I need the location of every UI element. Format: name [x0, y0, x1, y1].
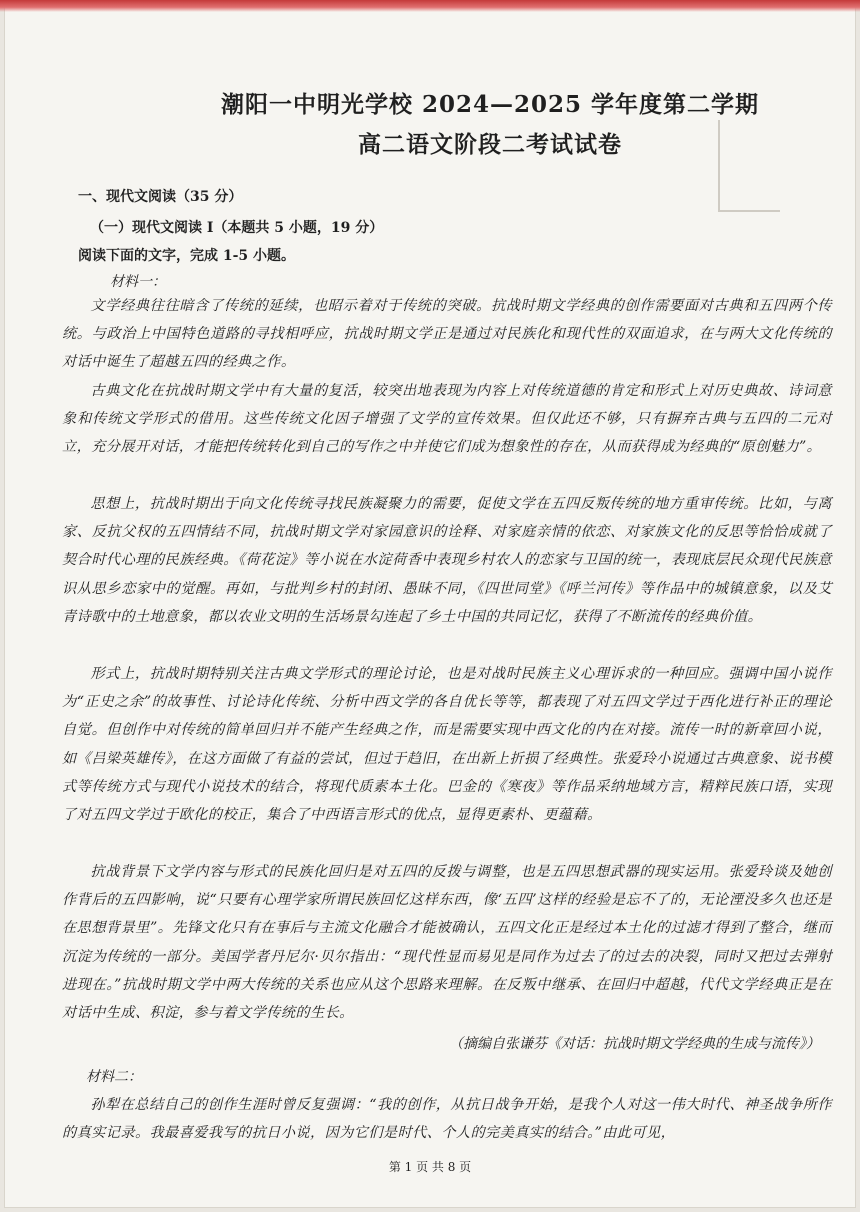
material1-paragraph-1: 文学经典往往暗含了传统的延续，也昭示着对于传统的突破。抗战时期文学经典的创作需要面对古典和五四两个传统。与政治上中国特色道路的寻找相呼应，抗战时期文学正是通过对民族化和现代性的双面追求，在与两大文化传统的对话中诞生了超越五四的经典之作。 [62, 298, 832, 371]
material1-paragraph-5: 抗战背景下文学内容与形式的民族化回归是对五四的反拨与调整，也是五四思想武器的现实运用。张爱玲谈及她创作背后的五四影响，说“只要有心理学家所谓民族回忆这样东西，像‘五四’这样的经验是忘不了的，无论湮没多久也还是在思想背景里”。先锋文化只有在事后与主流文化融合才能被确认，五四文化正是经过本土化的过滤才得到了整合，继而沉淀为传统的一部分。美国学者丹尼尔·贝尔指出：“现代性显而易见是同作为过去了的过去的决裂，同时又把过去弹射进现在。”抗战时期文学中两大传统的关系也应从这个思路来理解。在反叛中继承、在回归中超越，代代文学经典正是在对话中生成、积淀，参与着文学传统的生长。 [62, 864, 832, 1022]
material1-source: （摘编自张谦芬《对话：抗战时期文学经典的生成与流传》） [449, 1036, 820, 1052]
paper-fold-mark [718, 210, 780, 212]
material2-label: 材料二： [86, 1069, 142, 1085]
section-heading: 一、现代文阅读（35 分） [78, 189, 243, 205]
section-subheading: （一）现代文阅读 I（本题共 5 小题，19 分） [90, 220, 384, 236]
material1-paragraph-3: 思想上，抗战时期出于向文化传统寻找民族凝聚力的需要，促使文学在五四反叛传统的地方重审传统。比如，与离家、反抗父权的五四情结不同，抗战时期文学对家园意识的诠释、对家庭亲情的依恋、对家族文化的反思等恰恰成就了契合时代心理的民族经典。《荷花淀》等小说在水淀荷香中表现乡村农人的恋家与卫国的统一，表现底层民众现代民族意识从思乡恋家中的觉醒。再如，与批判乡村的封闭、愚昧不同，《四世同堂》《呼兰河传》等作品中的城镇意象，以及艾青诗歌中的土地意象，都以农业文明的生活场景勾连起了乡土中国的共同记忆，获得了不断流传的经典价值。 [62, 496, 832, 625]
exam-title-line1: 潮阳一中明光学校 2024—2025 学年度第二学期 [220, 91, 760, 118]
material1-paragraph-2: 古典文化在抗战时期文学中有大量的复活，较突出地表现为内容上对传统道德的肯定和形式上对历史典故、诗词意象和传统文学形式的借用。这些传统文化因子增强了文学的宣传效果。但仅此还不够，只有摒弃古典与五四的二元对立，充分展开对话，才能把传统转化到自己的写作之中并使它们成为想象性的存在，从而获得成为经典的“原创魅力”。 [62, 383, 832, 456]
page-number: 第 1 页 共 8 页 [388, 1160, 472, 1174]
material2-paragraph: 孙犁在总结自己的创作生涯时曾反复强调：“我的创作，从抗日战争开始，是我个人对这一伟大时代、神圣战争所作的真实记录。我最喜爱我写的抗日小说，因为它们是时代、个人的完美真实的结合。”由此可见， [62, 1097, 832, 1142]
material1-paragraph-4: 形式上，抗战时期特别关注古典文学形式的理论讨论，也是对战时民族主义心理诉求的一种回应。强调中国小说作为“正史之余”的故事性、讨论诗化传统、分析中西文学的各自优长等等，都表现了对五四文学过于西化进行补正的理论自觉。但创作中对传统的简单回归并不能产生经典之作，而是需要实现中西文化的内在对接。流传一时的新章回小说，如《吕梁英雄传》，在这方面做了有益的尝试，但过于趋旧，在出新上折损了经典性。张爱玲小说通过古典意象、说书模式等传统方式与现代小说技术的结合，将现代质素本土化。巴金的《寒夜》等作品采纳地域方言，精粹民族口语，实现了对五四文学过于欧化的校正，集合了中西语言形式的优点，显得更素朴、更蕴藉。 [62, 666, 832, 824]
reading-instruction: 阅读下面的文字，完成 1-5 小题。 [78, 248, 296, 264]
material1-label: 材料一： [110, 274, 166, 290]
red-tape-edge [0, 0, 860, 12]
exam-title-line2: 高二语文阶段二考试试卷 [358, 131, 622, 158]
